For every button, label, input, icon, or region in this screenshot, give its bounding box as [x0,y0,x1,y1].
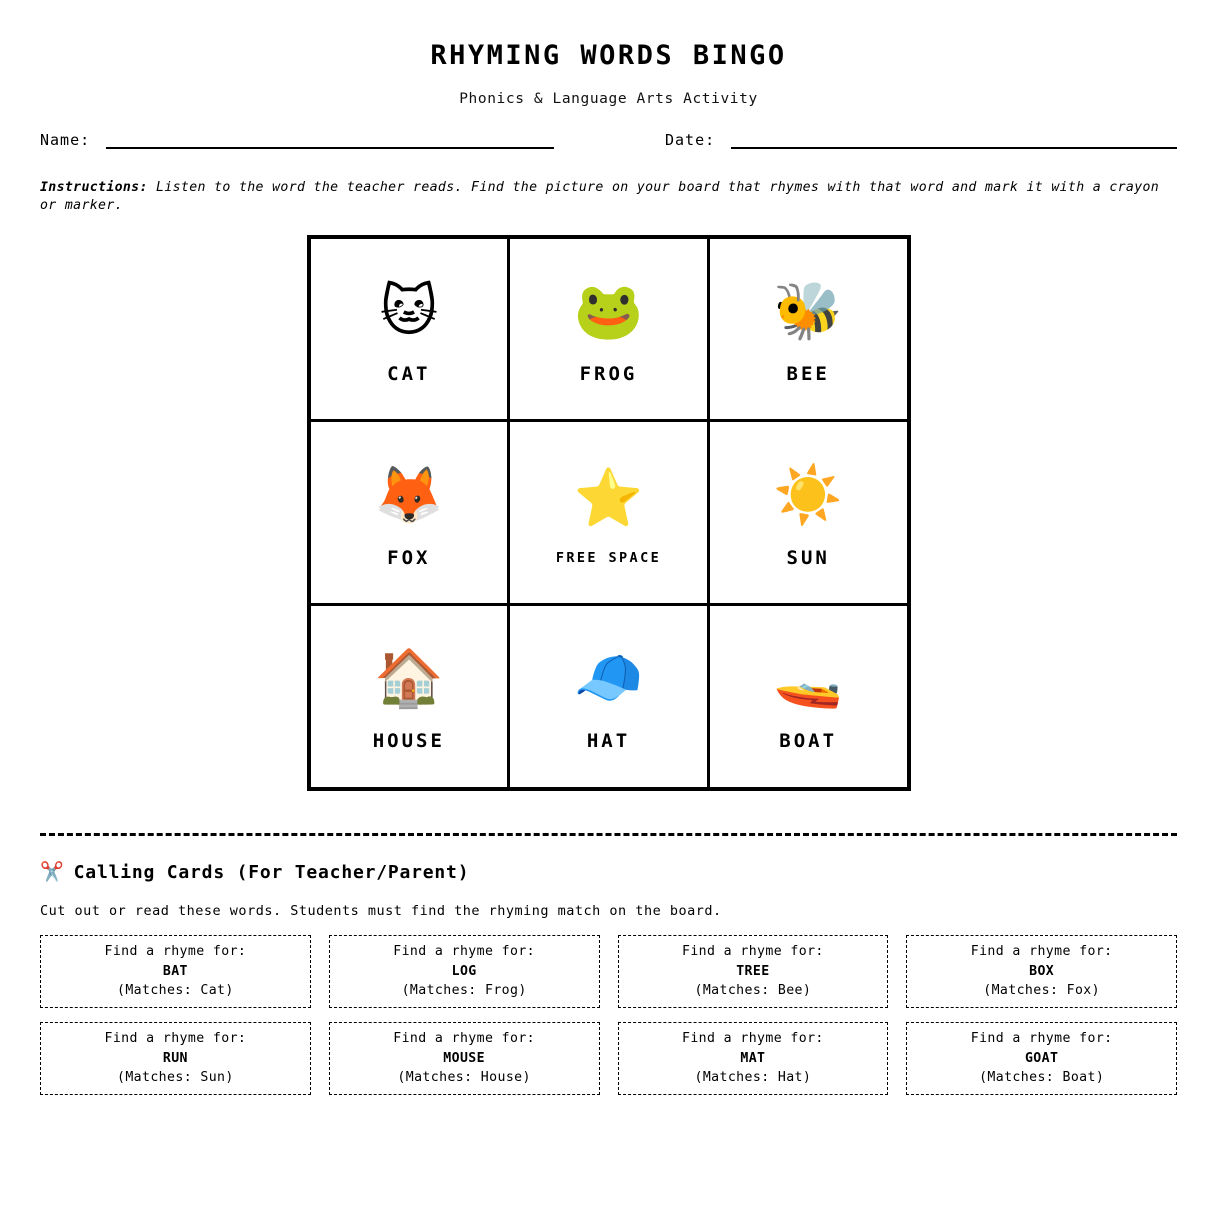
calling-cards-header [40,862,1217,883]
instructions-text [40,179,1177,215]
bingo-cell-label: SUN [786,546,830,569]
instructions-label: Instructions: [40,180,148,195]
sun-icon: ☀️ [773,462,844,528]
date-write-in-line[interactable] [731,147,1177,149]
bingo-cell[interactable] [510,422,707,603]
calling-card-prompt: Find a rhyme for: [393,944,536,960]
calling-card[interactable] [329,1022,600,1095]
bingo-cell-label: FOX [387,546,431,569]
calling-card[interactable] [618,935,889,1008]
calling-card-word: MOUSE [443,1050,485,1066]
calling-card-prompt: Find a rhyme for: [970,1031,1113,1047]
bingo-board [307,235,911,791]
calling-card-prompt: Find a rhyme for: [970,944,1113,960]
calling-card-word: BOX [1029,963,1055,979]
calling-card-match: (Matches: Hat) [694,1069,812,1085]
bingo-cell-label: HOUSE [372,730,445,753]
calling-card-match: (Matches: Fox) [983,982,1100,998]
calling-card-prompt: Find a rhyme for: [104,1031,247,1047]
calling-card-prompt: Find a rhyme for: [681,1031,824,1047]
worksheet-page [0,42,1217,1095]
bingo-cell-label: BOAT [779,730,838,753]
calling-card[interactable] [618,1022,889,1095]
calling-card-match: (Matches: Cat) [116,982,234,998]
honeybee-icon: 🐝 [773,278,844,344]
name-label: Name: [40,131,91,149]
bingo-cell[interactable] [311,239,508,420]
calling-card-match: (Matches: House) [397,1069,531,1085]
calling-card-prompt: Find a rhyme for: [104,944,247,960]
instructions-body: Listen to the word the teacher reads. Find the picture on your board that rhymes with that word and mark it with a crayon or marker. [40,180,1160,213]
bingo-cell-label: BEE [786,362,830,385]
bingo-cell[interactable] [510,239,707,420]
speedboat-icon: 🚤 [773,646,844,712]
bingo-cell[interactable] [710,422,907,603]
calling-card-prompt: Find a rhyme for: [681,944,824,960]
page-subtitle: Phonics & Language Arts Activity [459,91,758,107]
calling-cards-title: Calling Cards (For Teacher/Parent) [73,861,470,883]
calling-card-prompt: Find a rhyme for: [393,1031,536,1047]
calling-card-word: BAT [162,963,188,979]
calling-card-word: LOG [451,963,477,979]
bingo-cell-label: CAT [387,362,431,385]
calling-cards-subtext: Cut out or read these words. Students must find the rhyming match on the board. [40,902,722,919]
fox-face-icon: 🦊 [373,462,444,528]
calling-card[interactable] [329,935,600,1008]
bingo-cell[interactable] [710,606,907,787]
scissors-icon: ✂️ [40,860,64,883]
calling-card[interactable] [906,1022,1177,1095]
section-divider [40,833,1177,836]
bingo-cell-label: HAT [586,730,631,753]
billed-cap-icon: 🧢 [573,646,644,712]
calling-card-word: GOAT [1024,1050,1059,1066]
calling-card-word: MAT [740,1050,766,1066]
calling-card-match: (Matches: Bee) [694,982,812,998]
page-title: RHYMING WORDS BINGO [430,40,787,71]
calling-card[interactable] [40,1022,311,1095]
star-icon: ⭐ [573,465,644,531]
house-icon: 🏠 [373,646,444,712]
calling-card[interactable] [906,935,1177,1008]
calling-card-match: (Matches: Frog) [401,982,527,998]
calling-card-word: TREE [736,963,770,979]
bingo-cell[interactable] [311,422,508,603]
bingo-cell[interactable] [710,239,907,420]
name-write-in-line[interactable] [106,147,554,149]
frog-icon: 🐸 [573,278,644,344]
calling-card-word: RUN [162,1050,188,1066]
bingo-board-container [0,235,1217,791]
bingo-cell[interactable] [311,606,508,787]
calling-cards-grid [40,935,1177,1095]
calling-card[interactable] [40,935,311,1008]
calling-card-match: (Matches: Boat) [979,1069,1105,1085]
bingo-cell-label: FREE SPACE [555,549,662,566]
bingo-cell[interactable] [510,606,707,787]
bingo-cell-label: FROG [579,362,638,385]
name-date-row [0,131,1217,157]
cat-face-icon: 🐱 [379,278,439,344]
calling-card-match: (Matches: Sun) [116,1069,234,1085]
date-label: Date: [665,131,716,149]
